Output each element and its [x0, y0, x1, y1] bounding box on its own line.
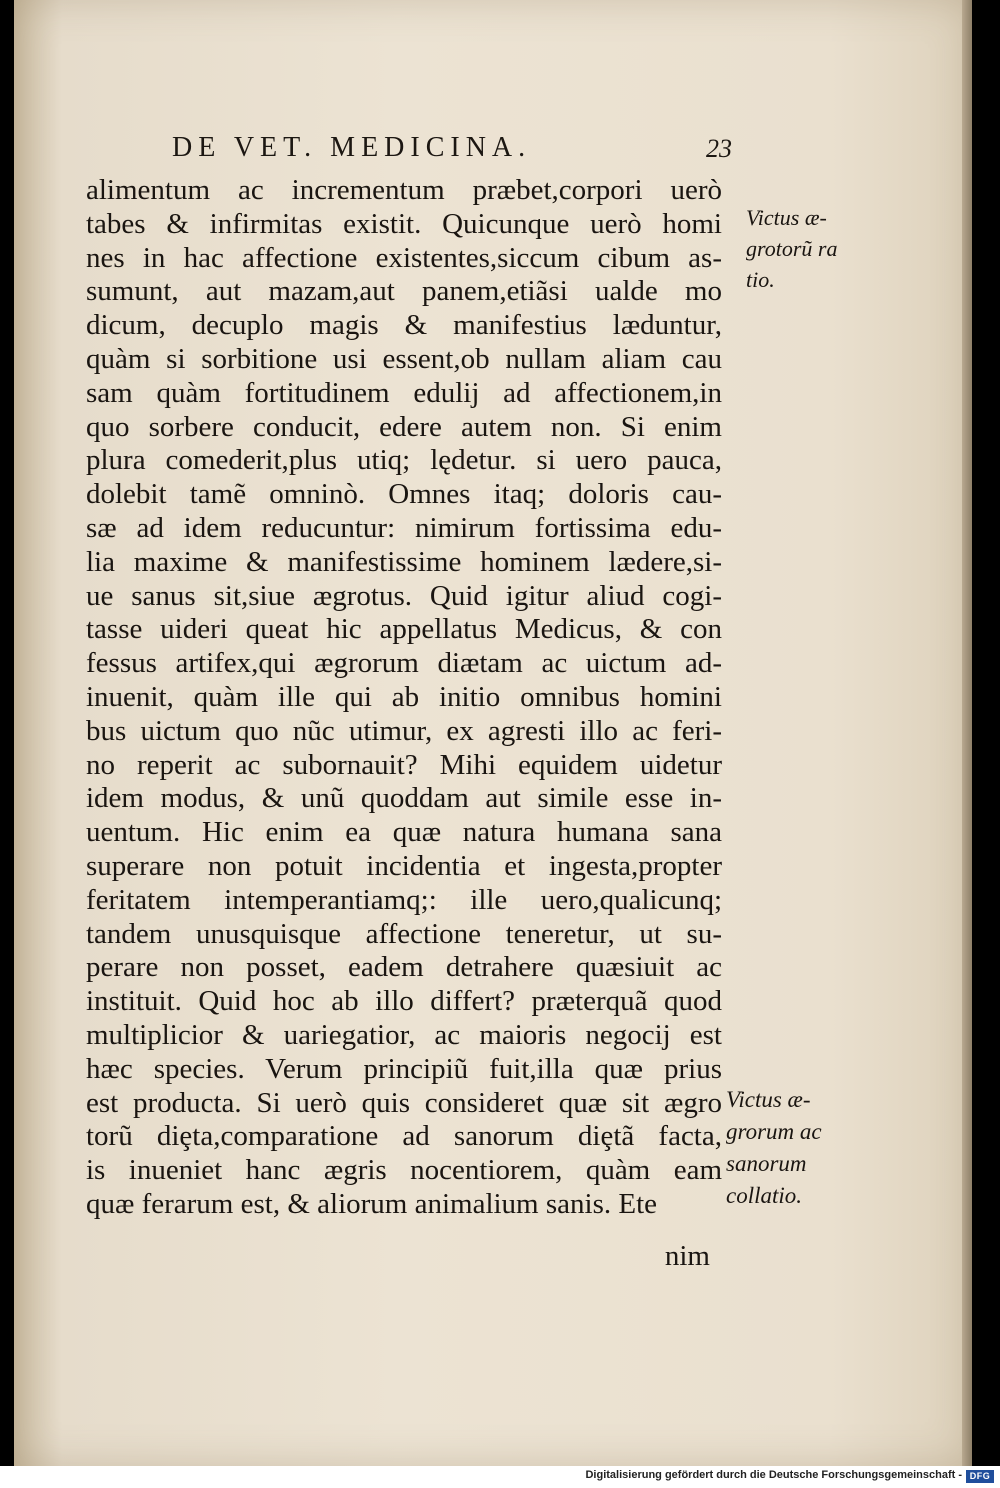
margin-note-victus-aegrotorum [746, 202, 837, 295]
running-head-title: DE VET. MEDICINA. [172, 132, 532, 163]
text-line: plura comederit,plus utiq; lędetur. si uero pauca, [86, 444, 722, 477]
margin-note-line: tio. [746, 267, 775, 292]
text-line: quàm si sorbitione usi essent,ob nullam aliam cau [86, 342, 722, 375]
margin-note-line: Victus æ- [726, 1087, 811, 1112]
text-line: nes in hac affectione existentes,siccum cibum as- [86, 241, 722, 274]
text-line: bus uictum quo nũc utimur, ex agresti illo ac feri- [86, 714, 722, 747]
text-line: uentum. Hic enim ea quæ natura humana sana [86, 816, 722, 849]
text-line: dicum, decuplo magis & manifestius læduntur, [86, 309, 722, 342]
margin-note-victus-collatio [726, 1084, 822, 1212]
book-page [14, 0, 972, 1466]
text-line: quæ ferarum est, & aliorum animalium sanis. Ete [86, 1187, 658, 1220]
text-line: dolebit tamẽ omninò. Omnes itaq; doloris cau- [86, 478, 722, 511]
footer-bar [0, 1466, 1000, 1488]
catchword: nim [664, 1240, 710, 1272]
text-line: tasse uideri queat hic appellatus Medicus, & con [86, 613, 722, 646]
text-line: est producta. Si uerò quis consideret quæ sit ægro [86, 1086, 722, 1119]
text-line: superare non potuit incidentia et ingesta,propter [86, 849, 722, 882]
running-head [172, 132, 732, 170]
body-text [86, 174, 722, 1222]
margin-note-line: grotorũ ra [746, 236, 838, 261]
margin-note-line: sanorum [726, 1151, 807, 1176]
page-number: 23 [706, 134, 732, 163]
text-line: sam quàm fortitudinem edulij ad affectionem,in [86, 376, 722, 409]
text-line: lia maxime & manifestissime hominem lædere,si- [86, 545, 722, 578]
margin-note-line: collatio. [726, 1183, 803, 1208]
text-line: tabes & infirmitas existit. Quicunque uerò homi [86, 207, 722, 240]
text-line: hæc species. Verum principiũ fuit,illa quæ prius [86, 1052, 722, 1085]
page-edge [962, 0, 972, 1466]
text-line: alimentum ac incrementum præbet,corpori uerò [86, 174, 722, 206]
text-line: tandem unusquisque affectione teneretur, ut su- [86, 917, 722, 950]
text-line: multiplicior & uariegatior, ac maioris negocij est [86, 1018, 722, 1051]
text-line: instituit. Quid hoc ab illo differt? præterquã quod [86, 985, 722, 1018]
text-line: quo sorbere conducit, edere autem non. Si enim [86, 410, 722, 443]
margin-note-line: grorum ac [726, 1119, 822, 1144]
text-line: sumunt, aut mazam,aut panem,etiãsi ualde mo [86, 275, 722, 308]
text-line: sæ ad idem reducuntur: nimirum fortissima edu- [86, 511, 722, 544]
margin-note-line: Victus æ- [746, 205, 827, 230]
text-line: inuenit, quàm ille qui ab initio omnibus homini [86, 680, 722, 713]
text-line: feritatem intemperantiamq;: ille uero,qualicunq; [86, 883, 722, 916]
text-line: fessus artifex,qui ægrorum diætam ac uictum ad- [86, 647, 722, 680]
text-line: is inueniet hanc ægris nocentiorem, quàm eam [86, 1154, 722, 1187]
text-line: idem modus, & unũ quoddam aut simile esse in- [86, 782, 722, 815]
text-line: ue sanus sit,siue ægrotus. Quid igitur aliud cogi- [86, 579, 722, 612]
text-line: no reperit ac subornauit? Mihi equidem uidetur [86, 748, 722, 781]
dfg-logo-icon: DFG [966, 1470, 994, 1483]
footer-credit: Digitalisierung gefördert durch die Deutsche Forschungsgemeinschaft - [585, 1469, 962, 1481]
text-line: torũ diȩta,comparatione ad sanorum diȩtã facta, [86, 1120, 722, 1153]
text-line: perare non posset, eadem detrahere quæsiuit ac [86, 951, 722, 984]
